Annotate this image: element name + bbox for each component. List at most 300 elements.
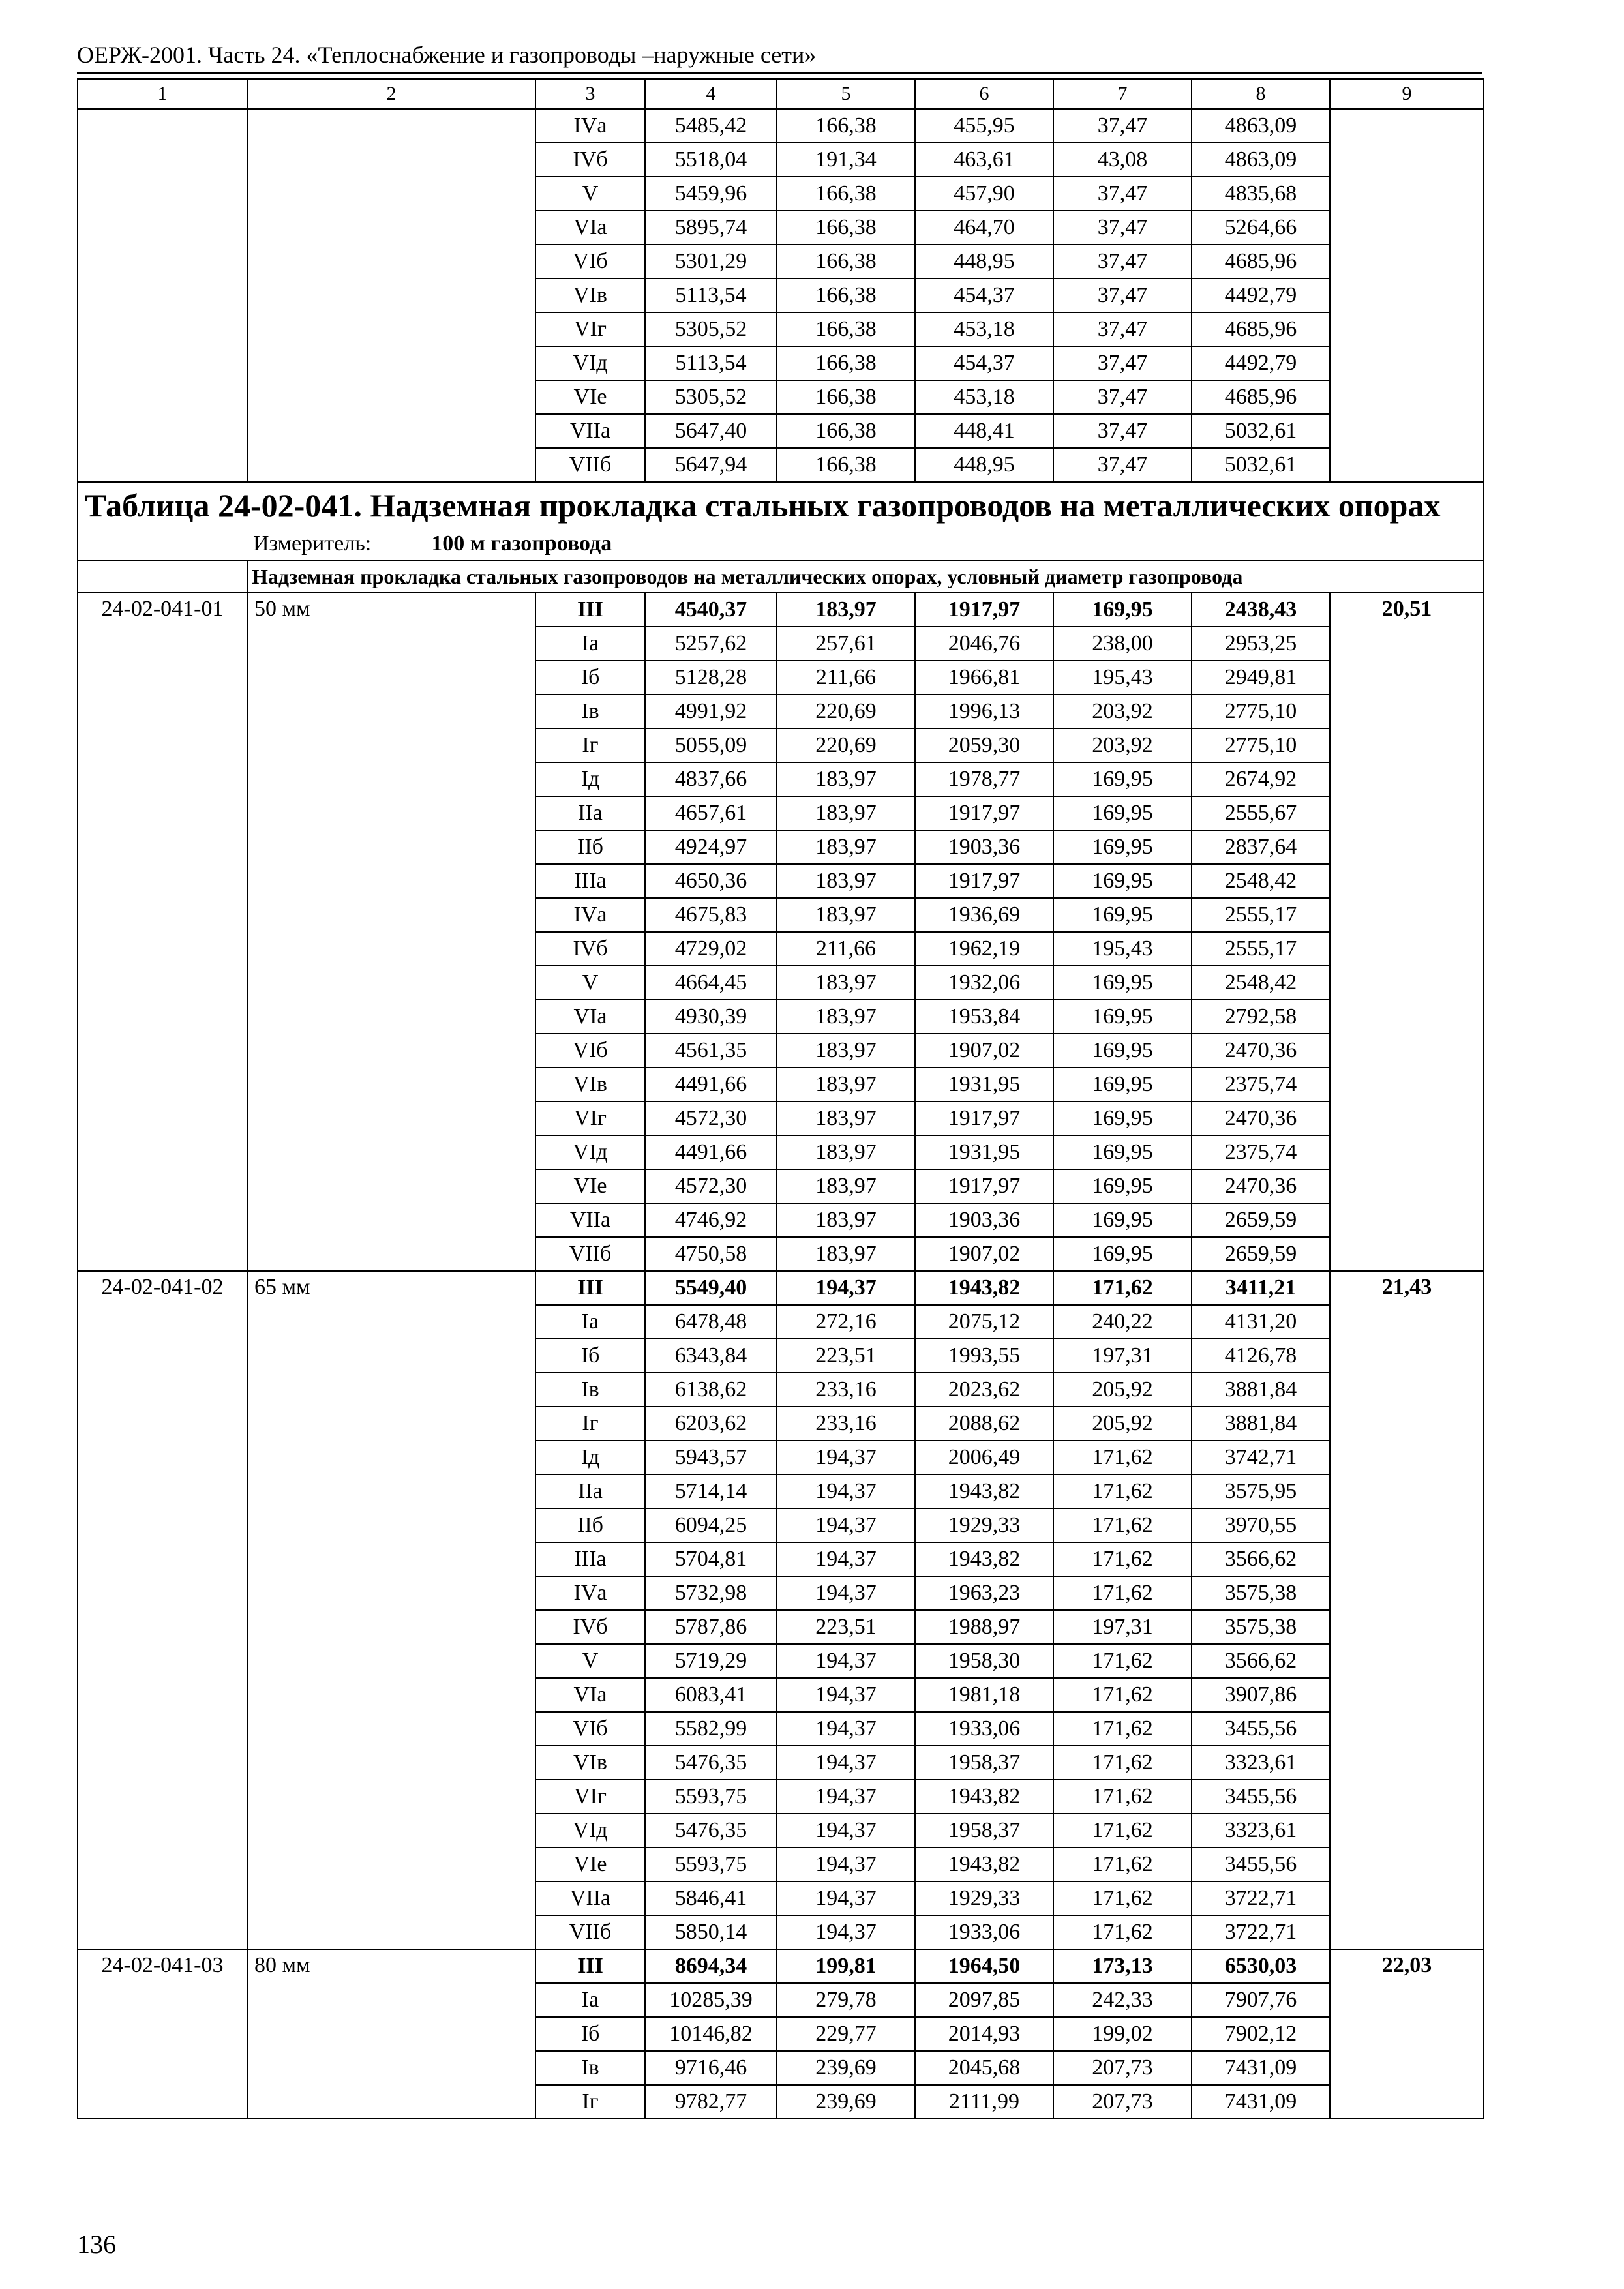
value-cell: 1964,50 <box>915 1949 1053 1983</box>
value-cell: 169,95 <box>1053 830 1192 864</box>
value-cell: 5850,14 <box>645 1915 777 1949</box>
value-cell: 5593,75 <box>645 1848 777 1881</box>
value-cell: 1953,84 <box>915 1000 1053 1034</box>
value-cell: 1931,95 <box>915 1068 1053 1101</box>
region-cell: VIв <box>535 278 645 312</box>
value-cell: 229,77 <box>777 2017 915 2051</box>
value-cell: 169,95 <box>1053 593 1192 627</box>
value-cell: 1943,82 <box>915 1542 1053 1576</box>
region-cell: IVа <box>535 1576 645 1610</box>
value-cell: 37,47 <box>1053 177 1192 211</box>
value-cell: 183,97 <box>777 1000 915 1034</box>
value-cell: 1917,97 <box>915 796 1053 830</box>
value-cell: 1966,81 <box>915 661 1053 695</box>
value-cell: 169,95 <box>1053 898 1192 932</box>
column-header: 1 <box>78 79 247 109</box>
value-cell: 1903,36 <box>915 1203 1053 1237</box>
value-cell: 272,16 <box>777 1305 915 1339</box>
value-cell: 242,33 <box>1053 1983 1192 2017</box>
value-cell: 195,43 <box>1053 661 1192 695</box>
value-cell: 3722,71 <box>1192 1881 1330 1915</box>
column-header: 5 <box>777 79 915 109</box>
table-title-row <box>78 482 1484 528</box>
value-cell: 6138,62 <box>645 1373 777 1407</box>
value-cell: 3455,56 <box>1192 1780 1330 1814</box>
subheading-spacer <box>78 560 247 593</box>
value-cell: 1917,97 <box>915 593 1053 627</box>
value-cell: 5895,74 <box>645 211 777 245</box>
value-cell: 171,62 <box>1053 1576 1192 1610</box>
subheading-row <box>78 560 1484 593</box>
value-cell: 194,37 <box>777 1542 915 1576</box>
value-cell: 183,97 <box>777 1203 915 1237</box>
meter-cell <box>78 528 1484 560</box>
value-cell: 6083,41 <box>645 1678 777 1712</box>
value-cell: 5113,54 <box>645 278 777 312</box>
value-cell: 5704,81 <box>645 1542 777 1576</box>
value-cell: 463,61 <box>915 143 1053 177</box>
value-cell: 1996,13 <box>915 695 1053 728</box>
value-cell: 220,69 <box>777 728 915 762</box>
value-cell: 4675,83 <box>645 898 777 932</box>
region-cell: VIг <box>535 1780 645 1814</box>
value-cell: 5719,29 <box>645 1644 777 1678</box>
value-cell: 1933,06 <box>915 1712 1053 1746</box>
value-cell: 238,00 <box>1053 627 1192 661</box>
region-cell: Iа <box>535 1305 645 1339</box>
value-cell: 5459,96 <box>645 177 777 211</box>
value-cell: 171,62 <box>1053 1915 1192 1949</box>
region-cell: V <box>535 966 645 1000</box>
value-cell: 4664,45 <box>645 966 777 1000</box>
value-cell: 6203,62 <box>645 1407 777 1441</box>
value-cell: 9782,77 <box>645 2085 777 2119</box>
value-cell: 194,37 <box>777 1848 915 1881</box>
value-cell: 279,78 <box>777 1983 915 2017</box>
region-cell: IIб <box>535 830 645 864</box>
code-cell: 24-02-041-01 <box>78 593 247 1271</box>
col9-cell: 22,03 <box>1330 1949 1484 2119</box>
region-cell: III <box>535 1271 645 1305</box>
value-cell: 1929,33 <box>915 1508 1053 1542</box>
col9-cell: 20,51 <box>1330 593 1484 1271</box>
value-cell: 455,95 <box>915 109 1053 143</box>
region-cell: V <box>535 177 645 211</box>
subheading: Надземная прокладка стальных газопроводов на металлических опорах, условный диаметр газопровода <box>247 560 1484 593</box>
region-cell: VIIб <box>535 1915 645 1949</box>
value-cell: 3575,95 <box>1192 1474 1330 1508</box>
value-cell: 5305,52 <box>645 380 777 414</box>
value-cell: 4491,66 <box>645 1068 777 1101</box>
value-cell: 171,62 <box>1053 1542 1192 1576</box>
region-cell: V <box>535 1644 645 1678</box>
value-cell: 3881,84 <box>1192 1373 1330 1407</box>
region-cell: Iб <box>535 2017 645 2051</box>
value-cell: 203,92 <box>1053 695 1192 728</box>
value-cell: 2953,25 <box>1192 627 1330 661</box>
value-cell: 1907,02 <box>915 1237 1053 1271</box>
value-cell: 2375,74 <box>1192 1135 1330 1169</box>
region-cell: Iв <box>535 2051 645 2085</box>
region-cell: Iа <box>535 1983 645 2017</box>
value-cell: 183,97 <box>777 1034 915 1068</box>
value-cell: 4930,39 <box>645 1000 777 1034</box>
value-cell: 1963,23 <box>915 1576 1053 1610</box>
value-cell: 4572,30 <box>645 1169 777 1203</box>
value-cell: 448,95 <box>915 448 1053 482</box>
header-rule <box>77 72 1482 74</box>
value-cell: 183,97 <box>777 830 915 864</box>
value-cell: 194,37 <box>777 1441 915 1474</box>
region-cell: Iб <box>535 661 645 695</box>
region-cell: IIб <box>535 1508 645 1542</box>
value-cell: 207,73 <box>1053 2085 1192 2119</box>
value-cell: 183,97 <box>777 898 915 932</box>
value-cell: 448,41 <box>915 414 1053 448</box>
column-header: 2 <box>247 79 535 109</box>
value-cell: 1958,37 <box>915 1814 1053 1848</box>
value-cell: 1943,82 <box>915 1271 1053 1305</box>
region-cell: VIб <box>535 1712 645 1746</box>
value-cell: 171,62 <box>1053 1881 1192 1915</box>
region-cell: IVб <box>535 143 645 177</box>
name-cell <box>247 109 535 482</box>
value-cell: 169,95 <box>1053 1068 1192 1101</box>
value-cell: 3970,55 <box>1192 1508 1330 1542</box>
code-cell: 24-02-041-03 <box>78 1949 247 2119</box>
value-cell: 1962,19 <box>915 932 1053 966</box>
region-cell: Iв <box>535 695 645 728</box>
value-cell: 43,08 <box>1053 143 1192 177</box>
region-cell: VIIб <box>535 448 645 482</box>
value-cell: 169,95 <box>1053 1034 1192 1068</box>
value-cell: 194,37 <box>777 1271 915 1305</box>
region-cell: VIд <box>535 1135 645 1169</box>
value-cell: 8694,34 <box>645 1949 777 1983</box>
value-cell: 233,16 <box>777 1373 915 1407</box>
value-cell: 2555,67 <box>1192 796 1330 830</box>
column-header: 7 <box>1053 79 1192 109</box>
value-cell: 5128,28 <box>645 661 777 695</box>
value-cell: 3722,71 <box>1192 1915 1330 1949</box>
value-cell: 4657,61 <box>645 796 777 830</box>
value-cell: 207,73 <box>1053 2051 1192 2085</box>
page-header: ОЕРЖ-2001. Часть 24. «Теплоснабжение и газопроводы –наружные сети» <box>77 42 817 68</box>
value-cell: 2045,68 <box>915 2051 1053 2085</box>
value-cell: 169,95 <box>1053 1101 1192 1135</box>
value-cell: 5714,14 <box>645 1474 777 1508</box>
region-cell: IVа <box>535 109 645 143</box>
value-cell: 4750,58 <box>645 1237 777 1271</box>
value-cell: 4650,36 <box>645 864 777 898</box>
value-cell: 5787,86 <box>645 1610 777 1644</box>
value-cell: 1917,97 <box>915 1169 1053 1203</box>
value-cell: 5055,09 <box>645 728 777 762</box>
value-cell: 166,38 <box>777 380 915 414</box>
value-cell: 3455,56 <box>1192 1712 1330 1746</box>
value-cell: 2949,81 <box>1192 661 1330 695</box>
region-cell: VIб <box>535 245 645 278</box>
value-cell: 2014,93 <box>915 2017 1053 2051</box>
value-cell: 183,97 <box>777 762 915 796</box>
value-cell: 3742,71 <box>1192 1441 1330 1474</box>
value-cell: 1958,37 <box>915 1746 1053 1780</box>
region-cell: Iг <box>535 2085 645 2119</box>
rates-table <box>77 78 1484 2119</box>
region-cell: IVб <box>535 932 645 966</box>
value-cell: 197,31 <box>1053 1610 1192 1644</box>
name-cell: 65 мм <box>247 1271 535 1949</box>
region-cell: Iд <box>535 1441 645 1474</box>
value-cell: 1943,82 <box>915 1474 1053 1508</box>
value-cell: 1981,18 <box>915 1678 1053 1712</box>
region-cell: IIIа <box>535 1542 645 1576</box>
value-cell: 6530,03 <box>1192 1949 1330 1983</box>
value-cell: 37,47 <box>1053 414 1192 448</box>
value-cell: 211,66 <box>777 932 915 966</box>
value-cell: 1978,77 <box>915 762 1053 796</box>
value-cell: 171,62 <box>1053 1678 1192 1712</box>
value-cell: 194,37 <box>777 1746 915 1780</box>
value-cell: 194,37 <box>777 1814 915 1848</box>
value-cell: 453,18 <box>915 312 1053 346</box>
value-cell: 183,97 <box>777 966 915 1000</box>
table-title-cell <box>78 482 1484 528</box>
value-cell: 3881,84 <box>1192 1407 1330 1441</box>
value-cell: 2088,62 <box>915 1407 1053 1441</box>
value-cell: 4685,96 <box>1192 245 1330 278</box>
region-cell: VIа <box>535 1678 645 1712</box>
value-cell: 5593,75 <box>645 1780 777 1814</box>
value-cell: 2548,42 <box>1192 864 1330 898</box>
value-cell: 2470,36 <box>1192 1169 1330 1203</box>
value-cell: 5582,99 <box>645 1712 777 1746</box>
column-header: 6 <box>915 79 1053 109</box>
value-cell: 199,02 <box>1053 2017 1192 2051</box>
value-cell: 1993,55 <box>915 1339 1053 1373</box>
region-cell: VIе <box>535 1848 645 1881</box>
value-cell: 1943,82 <box>915 1780 1053 1814</box>
region-cell: VIб <box>535 1034 645 1068</box>
value-cell: 239,69 <box>777 2085 915 2119</box>
col9-cell: 21,43 <box>1330 1271 1484 1949</box>
value-cell: 183,97 <box>777 864 915 898</box>
value-cell: 166,38 <box>777 312 915 346</box>
name-cell: 80 мм <box>247 1949 535 2119</box>
value-cell: 169,95 <box>1053 1135 1192 1169</box>
region-cell: VIг <box>535 312 645 346</box>
value-cell: 37,47 <box>1053 278 1192 312</box>
value-cell: 183,97 <box>777 593 915 627</box>
value-cell: 2097,85 <box>915 1983 1053 2017</box>
column-header: 9 <box>1330 79 1484 109</box>
region-cell: IIа <box>535 796 645 830</box>
value-cell: 1917,97 <box>915 1101 1053 1135</box>
value-cell: 454,37 <box>915 346 1053 380</box>
value-cell: 37,47 <box>1053 245 1192 278</box>
value-cell: 1933,06 <box>915 1915 1053 1949</box>
value-cell: 2375,74 <box>1192 1068 1330 1101</box>
value-cell: 2775,10 <box>1192 695 1330 728</box>
value-cell: 6343,84 <box>645 1339 777 1373</box>
value-cell: 194,37 <box>777 1780 915 1814</box>
value-cell: 171,62 <box>1053 1712 1192 1746</box>
value-cell: 166,38 <box>777 109 915 143</box>
value-cell: 171,62 <box>1053 1474 1192 1508</box>
value-cell: 223,51 <box>777 1339 915 1373</box>
value-cell: 171,62 <box>1053 1848 1192 1881</box>
value-cell: 169,95 <box>1053 762 1192 796</box>
value-cell: 3323,61 <box>1192 1746 1330 1780</box>
table-row <box>78 593 1484 627</box>
value-cell: 37,47 <box>1053 380 1192 414</box>
value-cell: 166,38 <box>777 245 915 278</box>
region-cell: VIе <box>535 380 645 414</box>
region-cell: VIа <box>535 1000 645 1034</box>
value-cell: 3455,56 <box>1192 1848 1330 1881</box>
value-cell: 37,47 <box>1053 211 1192 245</box>
region-cell: Iд <box>535 762 645 796</box>
value-cell: 4991,92 <box>645 695 777 728</box>
region-cell: Iг <box>535 1407 645 1441</box>
region-cell: VIв <box>535 1746 645 1780</box>
value-cell: 183,97 <box>777 1101 915 1135</box>
value-cell: 166,38 <box>777 414 915 448</box>
region-cell: Iа <box>535 627 645 661</box>
col9-cell <box>1330 109 1484 482</box>
value-cell: 183,97 <box>777 796 915 830</box>
value-cell: 448,95 <box>915 245 1053 278</box>
value-cell: 2555,17 <box>1192 932 1330 966</box>
region-cell: VIIа <box>535 1203 645 1237</box>
value-cell: 5032,61 <box>1192 448 1330 482</box>
value-cell: 205,92 <box>1053 1407 1192 1441</box>
region-cell: IVа <box>535 898 645 932</box>
table-row <box>78 109 1484 143</box>
value-cell: 9716,46 <box>645 2051 777 2085</box>
value-cell: 2006,49 <box>915 1441 1053 1474</box>
region-cell: VIIа <box>535 414 645 448</box>
region-cell: VIIб <box>535 1237 645 1271</box>
value-cell: 239,69 <box>777 2051 915 2085</box>
value-cell: 1936,69 <box>915 898 1053 932</box>
value-cell: 194,37 <box>777 1881 915 1915</box>
value-cell: 1931,95 <box>915 1135 1053 1169</box>
value-cell: 1903,36 <box>915 830 1053 864</box>
value-cell: 171,62 <box>1053 1271 1192 1305</box>
value-cell: 7902,12 <box>1192 2017 1330 2051</box>
meter-row <box>78 528 1484 560</box>
value-cell: 457,90 <box>915 177 1053 211</box>
region-cell: Iг <box>535 728 645 762</box>
value-cell: 171,62 <box>1053 1780 1192 1814</box>
value-cell: 1932,06 <box>915 966 1053 1000</box>
value-cell: 37,47 <box>1053 346 1192 380</box>
value-cell: 5476,35 <box>645 1746 777 1780</box>
value-cell: 37,47 <box>1053 109 1192 143</box>
meter-label: Измеритель: <box>253 531 372 556</box>
value-cell: 2659,59 <box>1192 1203 1330 1237</box>
value-cell: 169,95 <box>1053 864 1192 898</box>
name-cell: 50 мм <box>247 593 535 1271</box>
value-cell: 1917,97 <box>915 864 1053 898</box>
value-cell: 37,47 <box>1053 448 1192 482</box>
column-header: 3 <box>535 79 645 109</box>
column-header: 8 <box>1192 79 1330 109</box>
value-cell: 183,97 <box>777 1135 915 1169</box>
value-cell: 4685,96 <box>1192 380 1330 414</box>
region-cell: VIIа <box>535 1881 645 1915</box>
value-cell: 195,43 <box>1053 932 1192 966</box>
value-cell: 169,95 <box>1053 1000 1192 1034</box>
value-cell: 454,37 <box>915 278 1053 312</box>
value-cell: 2775,10 <box>1192 728 1330 762</box>
value-cell: 194,37 <box>777 1576 915 1610</box>
value-cell: 194,37 <box>777 1644 915 1678</box>
table-row <box>78 1949 1484 1983</box>
value-cell: 171,62 <box>1053 1508 1192 1542</box>
region-cell: IVб <box>535 1610 645 1644</box>
value-cell: 7431,09 <box>1192 2051 1330 2085</box>
value-cell: 2111,99 <box>915 2085 1053 2119</box>
value-cell: 5732,98 <box>645 1576 777 1610</box>
value-cell: 5943,57 <box>645 1441 777 1474</box>
value-cell: 2470,36 <box>1192 1101 1330 1135</box>
value-cell: 166,38 <box>777 211 915 245</box>
value-cell: 4492,79 <box>1192 278 1330 312</box>
value-cell: 194,37 <box>777 1678 915 1712</box>
value-cell: 183,97 <box>777 1068 915 1101</box>
value-cell: 194,37 <box>777 1508 915 1542</box>
region-cell: VIе <box>535 1169 645 1203</box>
value-cell: 5518,04 <box>645 143 777 177</box>
value-cell: 5647,40 <box>645 414 777 448</box>
value-cell: 4685,96 <box>1192 312 1330 346</box>
value-cell: 5113,54 <box>645 346 777 380</box>
value-cell: 6094,25 <box>645 1508 777 1542</box>
value-cell: 2837,64 <box>1192 830 1330 864</box>
value-cell: 1943,82 <box>915 1848 1053 1881</box>
value-cell: 37,47 <box>1053 312 1192 346</box>
value-cell: 169,95 <box>1053 1203 1192 1237</box>
value-cell: 183,97 <box>777 1237 915 1271</box>
value-cell: 205,92 <box>1053 1373 1192 1407</box>
value-cell: 2046,76 <box>915 627 1053 661</box>
value-cell: 194,37 <box>777 1915 915 1949</box>
value-cell: 3566,62 <box>1192 1644 1330 1678</box>
value-cell: 5846,41 <box>645 1881 777 1915</box>
value-cell: 5647,94 <box>645 448 777 482</box>
value-cell: 1907,02 <box>915 1034 1053 1068</box>
value-cell: 199,81 <box>777 1949 915 1983</box>
value-cell: 4492,79 <box>1192 346 1330 380</box>
value-cell: 3411,21 <box>1192 1271 1330 1305</box>
value-cell: 2555,17 <box>1192 898 1330 932</box>
value-cell: 240,22 <box>1053 1305 1192 1339</box>
value-cell: 171,62 <box>1053 1441 1192 1474</box>
value-cell: 3907,86 <box>1192 1678 1330 1712</box>
value-cell: 10285,39 <box>645 1983 777 2017</box>
value-cell: 169,95 <box>1053 966 1192 1000</box>
value-cell: 2792,58 <box>1192 1000 1330 1034</box>
value-cell: 5305,52 <box>645 312 777 346</box>
page-number: 136 <box>77 2230 116 2259</box>
code-cell <box>78 109 247 482</box>
value-cell: 5264,66 <box>1192 211 1330 245</box>
value-cell: 166,38 <box>777 278 915 312</box>
value-cell: 5301,29 <box>645 245 777 278</box>
value-cell: 7431,09 <box>1192 2085 1330 2119</box>
